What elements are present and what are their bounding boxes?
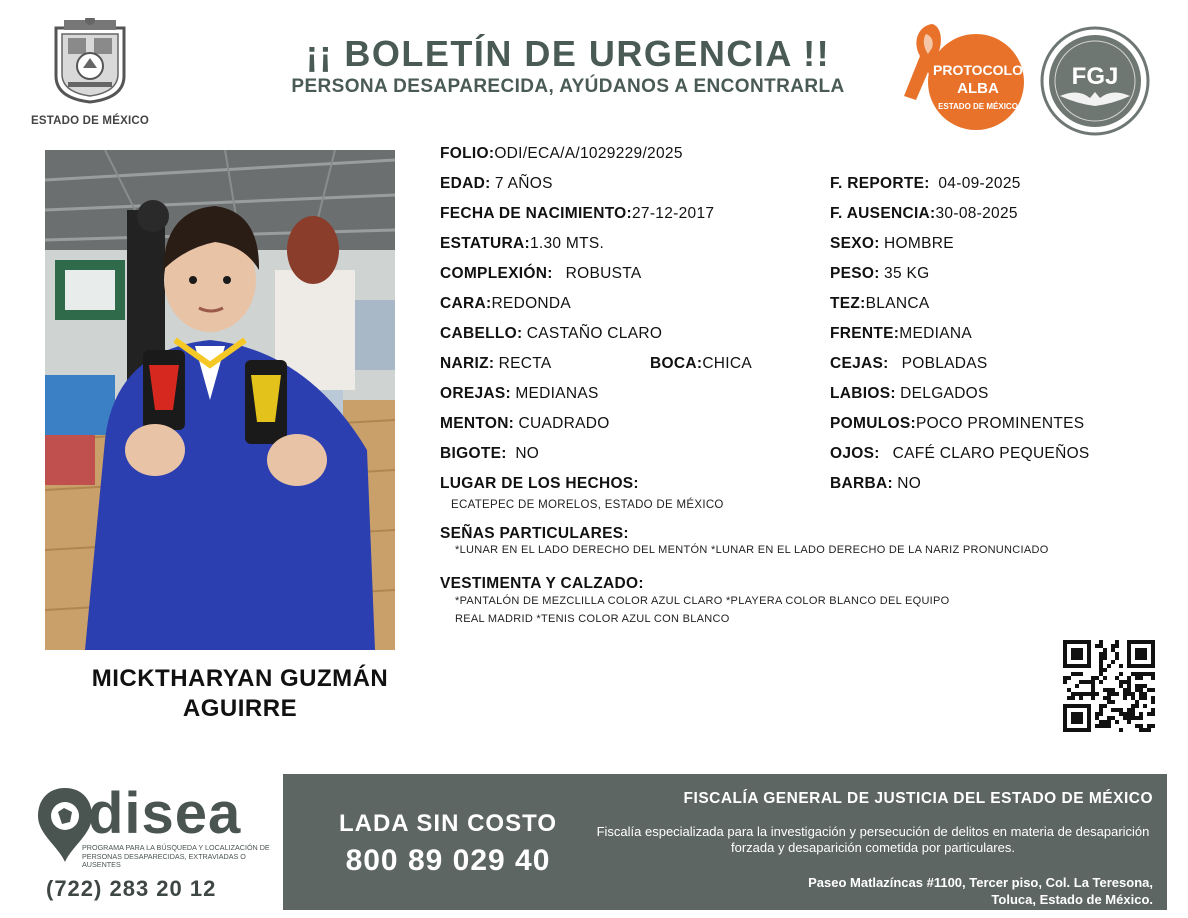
field-value: DELGADOS	[900, 385, 989, 402]
field-value: 7 AÑOS	[494, 175, 553, 192]
field-value: NO	[897, 475, 922, 492]
field-label: F. REPORTE:	[830, 175, 930, 192]
toll-free-number[interactable]: 800 89 029 40	[345, 844, 551, 877]
field-barba	[830, 474, 921, 494]
fiscalia-address	[693, 874, 1153, 908]
field-peso	[830, 264, 930, 284]
field-label: ESTATURA:	[440, 235, 530, 252]
field-value: HOMBRE	[884, 235, 954, 252]
field-label: EDAD:	[440, 175, 491, 192]
field-label: CEJAS:	[830, 355, 889, 372]
field-value: 27-12-2017	[632, 205, 715, 222]
odisea-phone[interactable]: (722) 283 20 12	[46, 876, 217, 901]
field-value: ROBUSTA	[565, 265, 642, 282]
field-label: CABELLO:	[440, 325, 523, 342]
field-label: PESO:	[830, 265, 880, 282]
field-value: MEDIANAS	[515, 385, 599, 402]
field-value: CASTAÑO CLARO	[526, 325, 663, 342]
field-label: SEÑAS PARTICULARES:	[440, 525, 629, 542]
qr-code[interactable]	[1063, 640, 1155, 732]
field-label: LUGAR DE LOS HECHOS:	[440, 475, 639, 492]
field-value: MEDIANA	[899, 325, 972, 342]
field-value: BLANCA	[865, 295, 930, 312]
field-value: RECTA	[498, 355, 552, 372]
field-bigote	[440, 444, 539, 464]
fgj-text: FGJ	[1071, 63, 1119, 90]
field-value: POCO PROMINENTES	[915, 415, 1085, 432]
bulletin-header	[262, 34, 874, 98]
alba-line1: PROTOCOLO	[933, 62, 1023, 78]
state-coat-of-arms-icon	[50, 18, 130, 104]
field-pomulos	[830, 414, 1084, 434]
field-f-ausencia	[830, 204, 1018, 224]
field-value: 1.30 MTS.	[529, 235, 605, 252]
field-frente	[830, 324, 972, 344]
field-senas-label	[440, 524, 629, 544]
field-label: MENTON:	[440, 415, 515, 432]
field-value: 30-08-2025	[935, 205, 1018, 222]
field-label: POMULOS:	[830, 415, 916, 432]
field-label: FRENTE:	[830, 325, 900, 342]
field-cara	[440, 294, 571, 314]
field-label: TEZ:	[830, 295, 866, 312]
fiscalia-title: FISCALÍA GENERAL DE JUSTICIA DEL ESTADO DE MÉXICO	[683, 790, 1153, 807]
field-cabello	[440, 324, 662, 344]
state-caption: ESTADO DE MÉXICO	[31, 115, 149, 127]
field-value: CAFÉ CLARO PEQUEÑOS	[892, 445, 1090, 462]
estado-de-mexico-logo	[30, 18, 150, 127]
field-lugar-label	[440, 474, 639, 494]
field-fecha-nacimiento	[440, 204, 714, 224]
field-label: SEXO:	[830, 235, 880, 252]
field-label: LABIOS:	[830, 385, 896, 402]
toll-free-label: LADA SIN COSTO	[338, 810, 557, 837]
field-label: BOCA:	[650, 355, 703, 372]
field-value: ODI/ECA/A/1029229/2025	[494, 145, 683, 162]
field-menton	[440, 414, 610, 434]
address-line-2: Toluca, Estado de México.	[991, 892, 1153, 907]
field-folio	[440, 144, 683, 164]
field-labios	[830, 384, 989, 404]
field-label: BIGOTE:	[440, 445, 507, 462]
field-label: OJOS:	[830, 445, 880, 462]
fiscalia-description: Fiscalía especializada para la investigación y persecución de delitos en materia de desaparición forzada y desaparición cometida por particulares.	[596, 824, 1150, 855]
field-complexion	[440, 264, 641, 284]
odisea-wordmark: disea	[88, 781, 242, 846]
field-sexo	[830, 234, 954, 254]
field-label: COMPLEXIÓN:	[440, 265, 553, 282]
field-edad	[440, 174, 553, 194]
field-senas-value: *LUNAR EN EL LADO DERECHO DEL MENTÓN *LUNAR EN EL LADO DERECHO DE LA NARIZ PRONUNCIADO	[455, 544, 1049, 556]
field-ojos	[830, 444, 1090, 464]
field-vestimenta-value-1: *PANTALÓN DE MEZCLILLA COLOR AZUL CLARO *PLAYERA COLOR BLANCO DEL EQUIPO	[455, 595, 950, 607]
bulletin-subtitle: PERSONA DESAPARECIDA, AYÚDANOS A ENCONTRARLA	[291, 76, 845, 97]
field-label: OREJAS:	[440, 385, 512, 402]
field-label: BARBA:	[830, 475, 893, 492]
field-value: CUADRADO	[518, 415, 610, 432]
bulletin-title: ¡¡ BOLETÍN DE URGENCIA !!	[305, 33, 831, 74]
field-label: CARA:	[440, 295, 492, 312]
field-label: VESTIMENTA Y CALZADO:	[440, 575, 644, 592]
missing-person-photo	[45, 150, 395, 650]
field-label: FECHA DE NACIMIENTO:	[440, 205, 632, 222]
field-cejas	[830, 354, 988, 374]
contact-band	[283, 774, 1167, 910]
odisea-logo	[30, 780, 280, 910]
field-value: 04-09-2025	[938, 175, 1021, 192]
field-value: POBLADAS	[901, 355, 988, 372]
missing-person-name	[40, 664, 440, 724]
alba-line2: ALBA	[957, 80, 999, 97]
field-tez	[830, 294, 929, 314]
field-label: F. AUSENCIA:	[830, 205, 936, 222]
field-vestimenta-label	[440, 574, 644, 594]
fgj-logo	[1040, 26, 1150, 136]
field-lugar-value: ECATEPEC DE MORELOS, ESTADO DE MÉXICO	[451, 499, 724, 511]
name-line-2: AGUIRRE	[182, 695, 298, 722]
field-value: CHICA	[702, 355, 753, 372]
alba-line3: ESTADO DE MÉXICO	[938, 102, 1018, 111]
field-value: REDONDA	[491, 295, 572, 312]
odisea-description: PROGRAMA PARA LA BÚSQUEDA Y LOCALIZACIÓN DE PERSONAS DESAPARECIDAS, EXTRAVIADAS O AUSENTES	[82, 843, 270, 869]
field-label: FOLIO:	[440, 145, 495, 162]
field-label: NARIZ:	[440, 355, 495, 372]
field-vestimenta-value-2: REAL MADRID *TENIS COLOR AZUL CON BLANCO	[455, 613, 730, 625]
field-nariz	[440, 354, 552, 374]
field-value: NO	[515, 445, 540, 462]
address-line-1: Paseo Matlazíncas #1100, Tercer piso, Col. La Teresona,	[808, 875, 1153, 890]
field-value: 35 KG	[884, 265, 930, 282]
field-orejas	[440, 384, 599, 404]
name-line-1: MICKTHARYAN GUZMÁN	[91, 665, 389, 692]
field-estatura	[440, 234, 604, 254]
field-boca	[650, 354, 752, 374]
field-f-reporte	[830, 174, 1021, 194]
protocolo-alba-logo	[898, 20, 1032, 135]
